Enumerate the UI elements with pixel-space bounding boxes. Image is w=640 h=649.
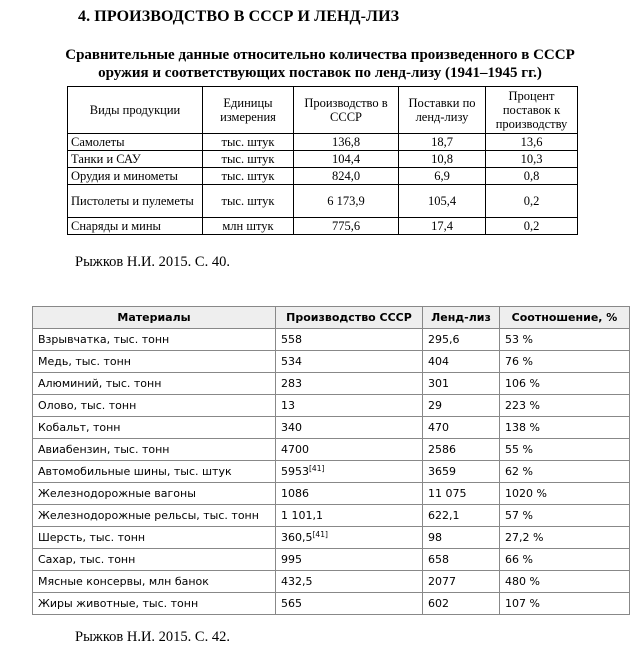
footnote-ref[interactable]: [41] (309, 464, 325, 473)
lendlease-value: 11 075 (423, 483, 500, 505)
material-name: Сахар, тыс. тонн (33, 549, 276, 571)
unit-value: тыс. штук (203, 134, 294, 151)
material-name: Мясные консервы, млн банок (33, 571, 276, 593)
percent-value: 0,2 (486, 218, 578, 235)
table-row (33, 417, 630, 439)
lendlease-value: 17,4 (399, 218, 486, 235)
material-name: Взрывчатка, тыс. тонн (33, 329, 276, 351)
production-value: 995 (276, 549, 423, 571)
product-name: Снаряды и мины (68, 218, 203, 235)
material-name: Железнодорожные вагоны (33, 483, 276, 505)
ratio-value: 223 % (500, 395, 630, 417)
ratio-value: 57 % (500, 505, 630, 527)
table-row (33, 395, 630, 417)
lendlease-value: 2586 (423, 439, 500, 461)
material-name: Алюминий, тыс. тонн (33, 373, 276, 395)
ratio-value: 27,2 % (500, 527, 630, 549)
production-value: 4700 (276, 439, 423, 461)
ratio-value: 62 % (500, 461, 630, 483)
lendlease-value: 470 (423, 417, 500, 439)
production-value: 136,8 (294, 134, 399, 151)
product-name: Танки и САУ (68, 151, 203, 168)
ratio-value: 480 % (500, 571, 630, 593)
production-value: 340 (276, 417, 423, 439)
section-title: 4. ПРОИЗВОДСТВО В СССР И ЛЕНД-ЛИЗ (78, 8, 400, 25)
production-value: 104,4 (294, 151, 399, 168)
ratio-value: 55 % (500, 439, 630, 461)
production-value: 824,0 (294, 168, 399, 185)
production-value: 558 (276, 329, 423, 351)
production-value: 1 101,1 (276, 505, 423, 527)
col-header-product: Виды продукции (68, 87, 203, 134)
lendlease-value: 622,1 (423, 505, 500, 527)
table-row (33, 461, 630, 483)
col-header-ratio: Соотношение, % (500, 307, 630, 329)
col-header-lendlease: Поставки по ленд-лизу (399, 87, 486, 134)
lendlease-value: 658 (423, 549, 500, 571)
table-row (33, 505, 630, 527)
table1-caption-line1: Сравнительные данные относительно количества произведенного в СССР (65, 47, 575, 63)
table-row (33, 527, 630, 549)
table-row (33, 549, 630, 571)
unit-value: тыс. штук (203, 185, 294, 218)
production-value: 360,5[41] (276, 527, 423, 549)
lendlease-value: 3659 (423, 461, 500, 483)
ratio-value: 1020 % (500, 483, 630, 505)
table-row (68, 168, 578, 185)
production-value: 5953[41] (276, 461, 423, 483)
lendlease-value: 301 (423, 373, 500, 395)
table-row (68, 218, 578, 235)
material-name: Медь, тыс. тонн (33, 351, 276, 373)
lendlease-value: 6,9 (399, 168, 486, 185)
production-value: 432,5 (276, 571, 423, 593)
table1-source: Рыжков Н.И. 2015. С. 40. (75, 254, 230, 270)
lendlease-value: 29 (423, 395, 500, 417)
table-row (33, 329, 630, 351)
col-header-lendlease: Ленд-лиз (423, 307, 500, 329)
lendlease-value: 10,8 (399, 151, 486, 168)
production-value: 283 (276, 373, 423, 395)
weapons-table (67, 86, 578, 235)
table-row (33, 351, 630, 373)
table-row (33, 593, 630, 615)
percent-value: 10,3 (486, 151, 578, 168)
col-header-materials: Материалы (33, 307, 276, 329)
col-header-unit: Единицы измерения (203, 87, 294, 134)
material-name: Кобальт, тонн (33, 417, 276, 439)
materials-table (32, 306, 630, 615)
unit-value: тыс. штук (203, 151, 294, 168)
ratio-value: 138 % (500, 417, 630, 439)
lendlease-value: 602 (423, 593, 500, 615)
table1-caption-line2: оружия и соответствующих поставок по ленд-лизу (1941–1945 гг.) (98, 65, 542, 81)
production-value: 1086 (276, 483, 423, 505)
lendlease-value: 295,6 (423, 329, 500, 351)
ratio-value: 106 % (500, 373, 630, 395)
lendlease-value: 404 (423, 351, 500, 373)
table-row (33, 483, 630, 505)
footnote-ref[interactable]: [41] (312, 530, 328, 539)
lendlease-value: 105,4 (399, 185, 486, 218)
col-header-ussr-production: Производство СССР (276, 307, 423, 329)
production-value: 775,6 (294, 218, 399, 235)
production-value: 565 (276, 593, 423, 615)
material-name: Железнодорожные рельсы, тыс. тонн (33, 505, 276, 527)
table-row (68, 185, 578, 218)
table-row (33, 373, 630, 395)
material-name: Олово, тыс. тонн (33, 395, 276, 417)
ratio-value: 107 % (500, 593, 630, 615)
material-name: Авиабензин, тыс. тонн (33, 439, 276, 461)
table-header-row (33, 307, 630, 329)
unit-value: млн штук (203, 218, 294, 235)
table-row (33, 571, 630, 593)
ratio-value: 66 % (500, 549, 630, 571)
table-header-row (68, 87, 578, 134)
unit-value: тыс. штук (203, 168, 294, 185)
production-value: 534 (276, 351, 423, 373)
material-name: Автомобильные шины, тыс. штук (33, 461, 276, 483)
lendlease-value: 18,7 (399, 134, 486, 151)
table-row (33, 439, 630, 461)
table-row (68, 134, 578, 151)
ratio-value: 76 % (500, 351, 630, 373)
production-value: 6 173,9 (294, 185, 399, 218)
percent-value: 13,6 (486, 134, 578, 151)
material-name: Шерсть, тыс. тонн (33, 527, 276, 549)
product-name: Орудия и минометы (68, 168, 203, 185)
col-header-percent: Процент поставок к производству (486, 87, 578, 134)
material-name: Жиры животные, тыс. тонн (33, 593, 276, 615)
product-name: Самолеты (68, 134, 203, 151)
lendlease-value: 2077 (423, 571, 500, 593)
ratio-value: 53 % (500, 329, 630, 351)
production-value: 13 (276, 395, 423, 417)
percent-value: 0,8 (486, 168, 578, 185)
percent-value: 0,2 (486, 185, 578, 218)
product-name: Пистолеты и пулеметы (68, 185, 203, 218)
lendlease-value: 98 (423, 527, 500, 549)
table2-source: Рыжков Н.И. 2015. С. 42. (75, 629, 230, 645)
table-row (68, 151, 578, 168)
col-header-production: Производство в СССР (294, 87, 399, 134)
